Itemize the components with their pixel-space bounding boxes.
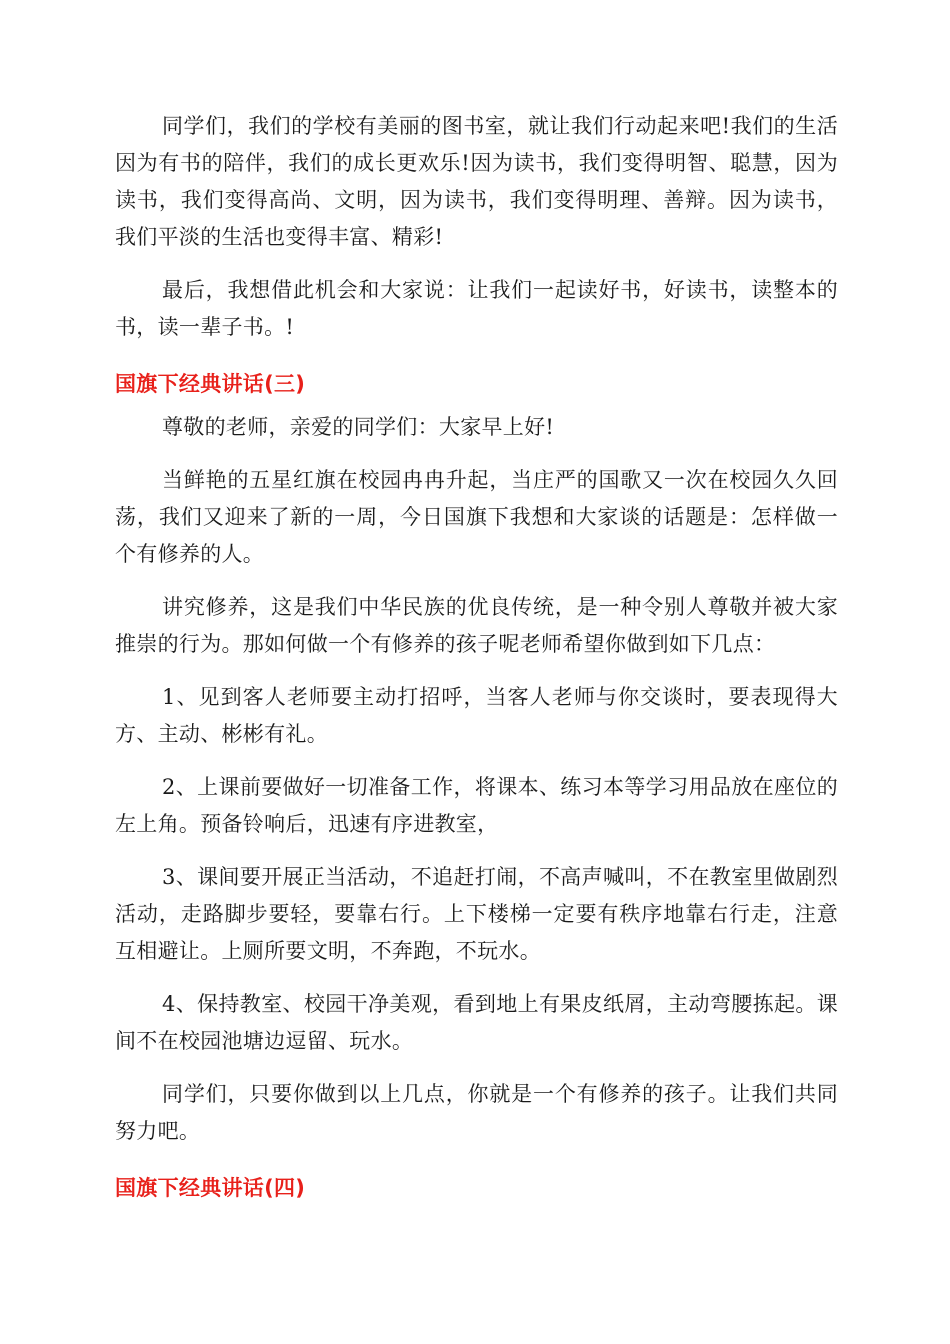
list-item-2: 2、上课前要做好一切准备工作，将课本、练习本等学习用品放在座位的左上角。预备铃响后，迅速有序进教室， <box>115 775 838 836</box>
greeting-line: 尊敬的老师，亲爱的同学们：大家早上好! <box>162 415 555 439</box>
list-item-4: 4、保持教室、校园干净美观，看到地上有果皮纸屑，主动弯腰拣起。课间不在校园池塘边逗留、玩水。 <box>115 992 838 1053</box>
paragraph-cultivation: 讲究修养，这是我们中华民族的优良传统，是一种令别人尊敬并被大家推崇的行为。那如何做一个有修养的孩子呢老师希望你做到如下几点： <box>115 595 838 656</box>
paragraph-closing-remark: 最后，我想借此机会和大家说：让我们一起读好书，好读书，读整本的书，读一辈子书。! <box>115 278 838 339</box>
paragraph-flag-raising: 当鲜艳的五星红旗在校园冉冉升起，当庄严的国歌又一次在校园久久回荡，我们又迎来了新的一周，今日国旗下我想和大家谈的话题是：怎样做一个有修养的人。 <box>115 468 838 566</box>
section-heading-3: 国旗下经典讲话(三) <box>115 372 306 396</box>
list-item-1: 1、见到客人老师要主动打招呼，当客人老师与你交谈时，要表现得大方、主动、彬彬有礼。 <box>115 685 838 746</box>
paragraph-conclusion: 同学们，只要你做到以上几点，你就是一个有修养的孩子。让我们共同努力吧。 <box>115 1082 838 1143</box>
paragraph-reading-benefits: 同学们，我们的学校有美丽的图书室，就让我们行动起来吧!我们的生活因为有书的陪伴，我们的成长更欢乐!因为读书，我们变得明智、聪慧，因为读书，我们变得高尚、文明，因为读书，我们变得明理、善辩。因为读书，我们平淡的生活也变得丰富、精彩! <box>115 114 838 249</box>
list-item-3: 3、课间要开展正当活动，不追赶打闹，不高声喊叫，不在教室里做剧烈活动，走路脚步要轻，要靠右行。上下楼梯一定要有秩序地靠右行走，注意互相避让。上厕所要文明，不奔跑，不玩水。 <box>115 865 838 963</box>
section-heading-4: 国旗下经典讲话(四) <box>115 1176 306 1200</box>
